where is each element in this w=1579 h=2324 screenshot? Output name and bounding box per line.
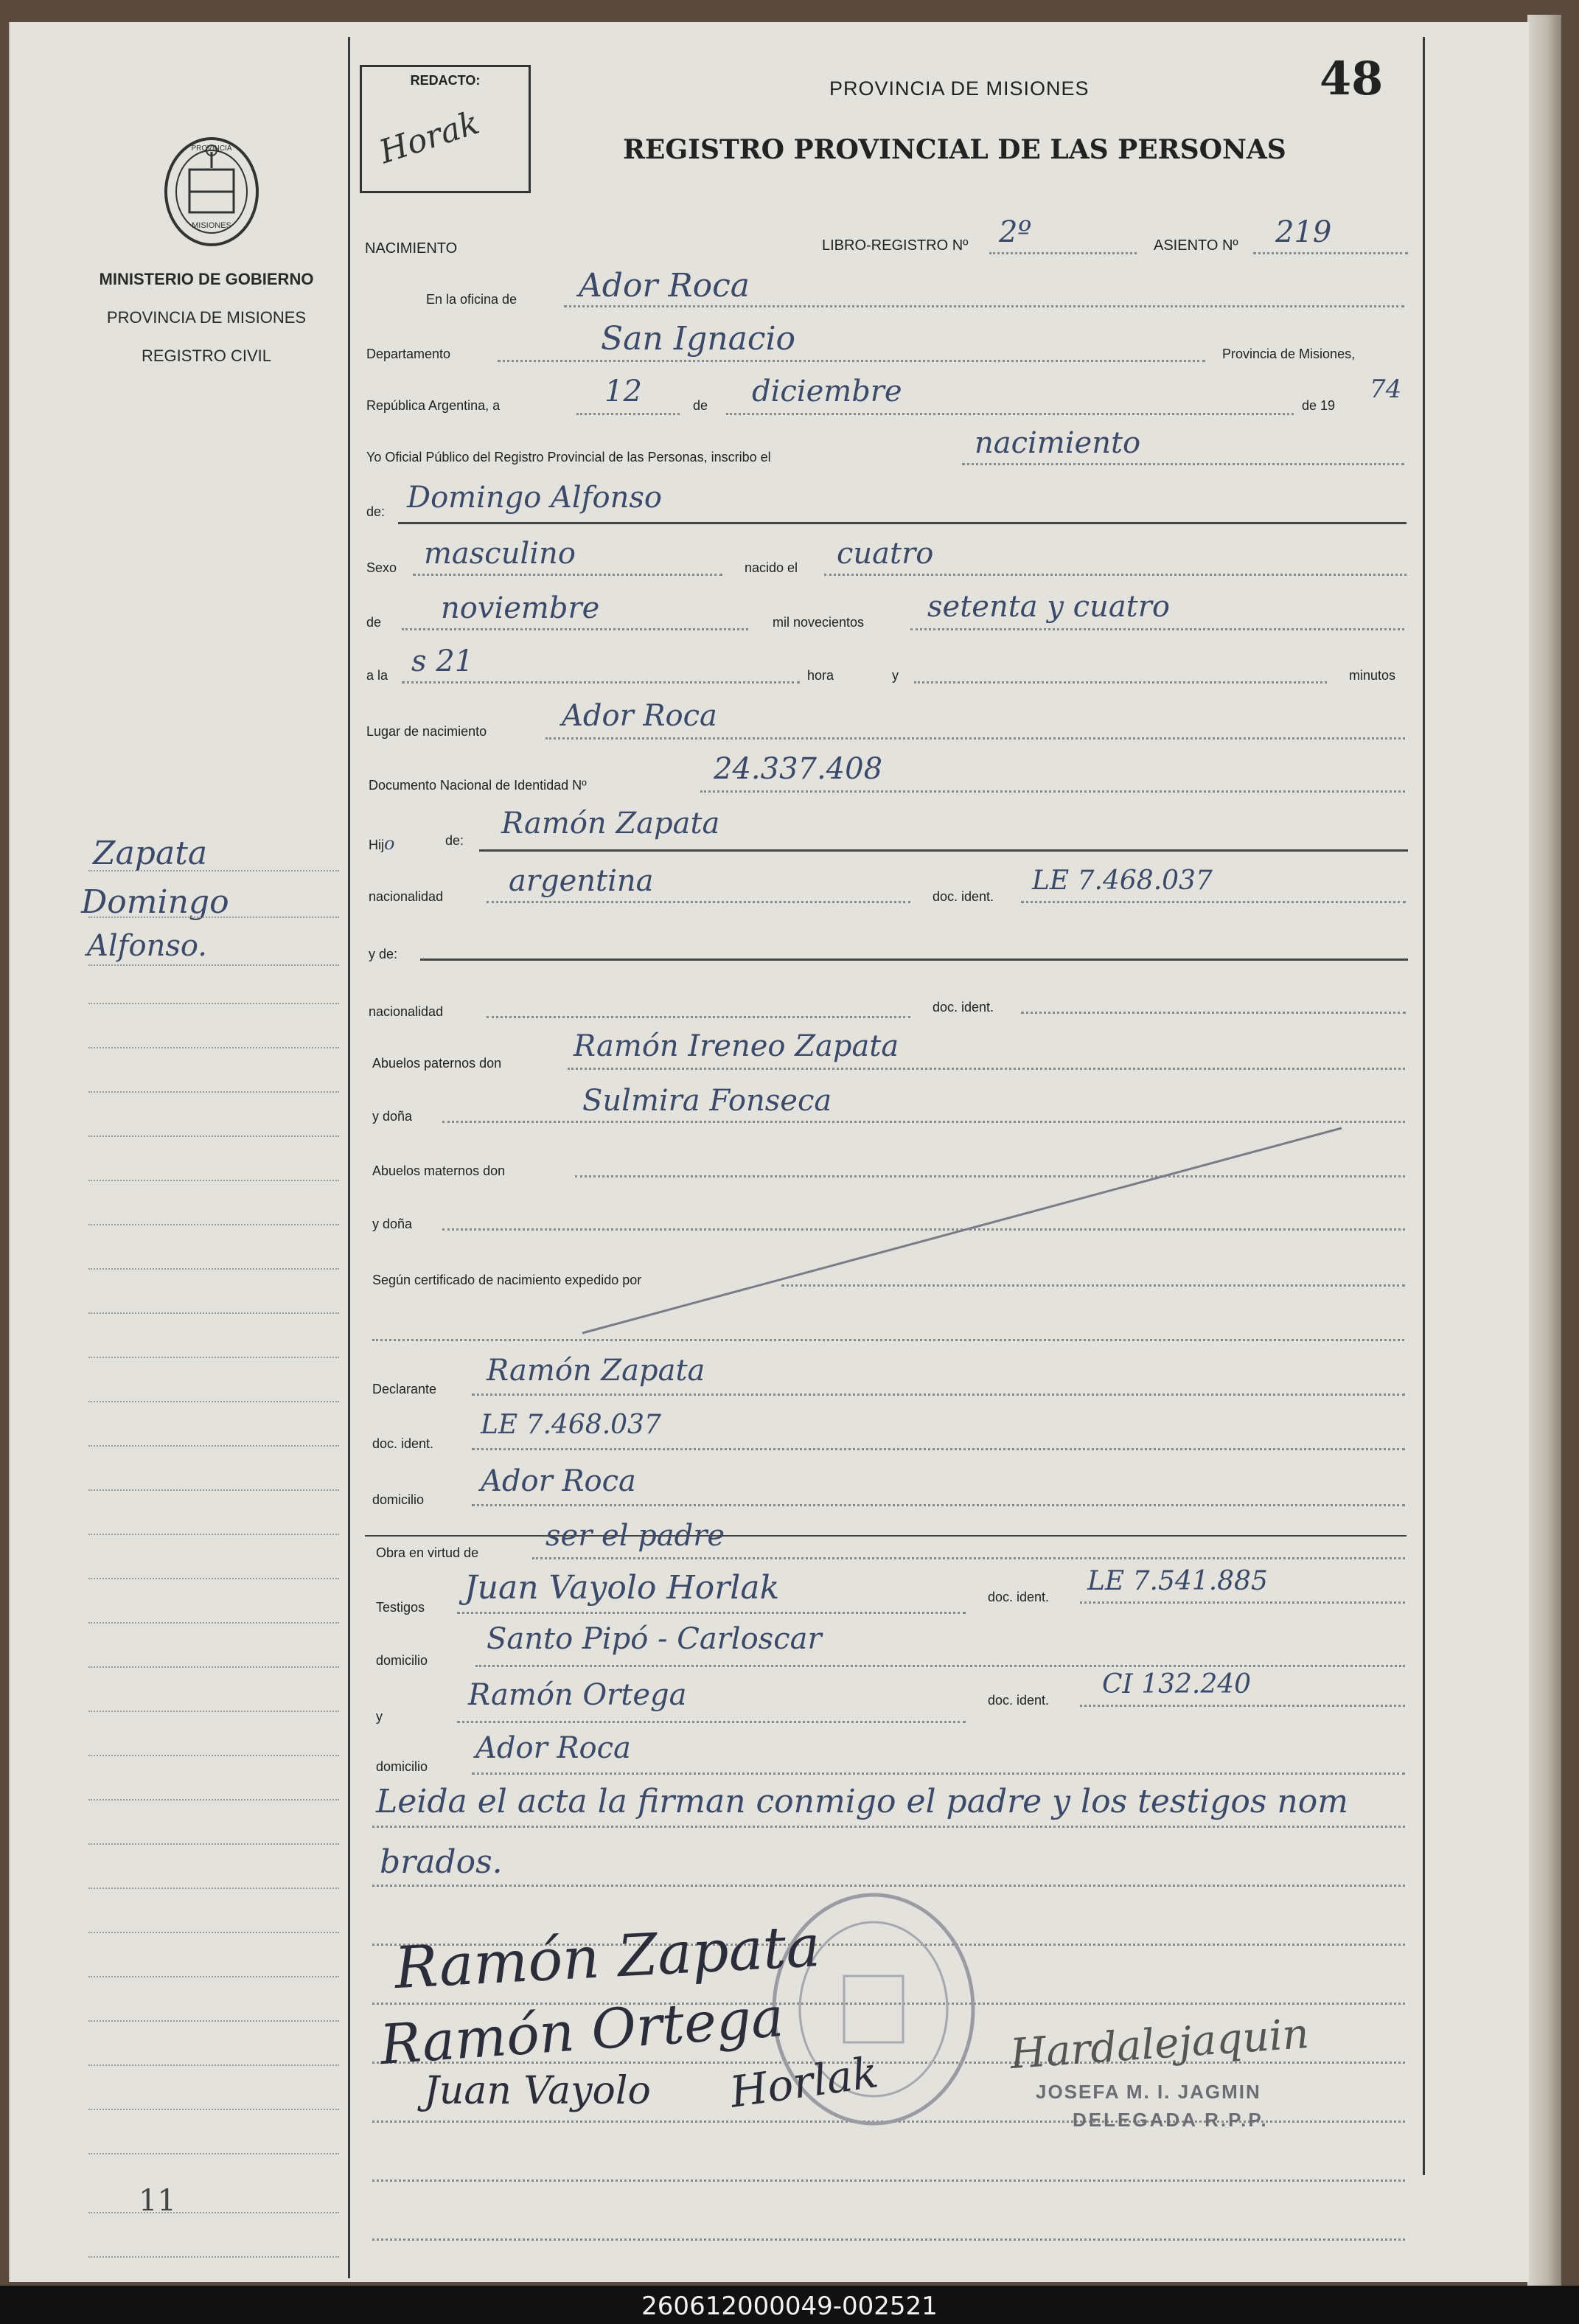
testigo1-line	[457, 1612, 966, 1614]
libro-label: LIBRO-REGISTRO Nº	[822, 237, 969, 254]
anio-nac-value: setenta y cuatro	[927, 590, 1170, 624]
obra-top-rule	[365, 1535, 1407, 1537]
page-number: 48	[1320, 52, 1384, 105]
anio-prefix: de 19	[1302, 398, 1336, 413]
leida-rule-1	[372, 1826, 1405, 1828]
sexo-label: Sexo	[366, 560, 397, 575]
hijo-suffix: o	[384, 833, 395, 854]
oficina-value: Ador Roca	[579, 267, 750, 305]
segun-label: Según certificado de nacimiento expedido por	[372, 1273, 642, 1287]
ministry-label: MINISTERIO DE GOBIERNO	[99, 270, 314, 288]
nacimiento-label: NACIMIENTO	[365, 240, 458, 257]
doc-t1-line	[1080, 1601, 1405, 1604]
redacto-signature: Horak	[374, 103, 484, 172]
dom-t2-value: Ador Roca	[475, 1731, 631, 1765]
doc-t1-value: LE 7.541.885	[1087, 1566, 1268, 1596]
doc-padre-label: doc. ident.	[933, 889, 994, 904]
dom-t1-value: Santo Pipó - Carloscar	[487, 1622, 822, 1656]
header-title: REGISTRO PROVINCIAL DE LAS PERSONAS	[623, 134, 1286, 165]
doc-t2-value: CI 132.240	[1102, 1669, 1252, 1699]
official-name-stamp: JOSEFA M. I. JAGMIN	[1036, 2081, 1261, 2103]
de3-label: de	[366, 615, 382, 630]
asiento-value: 219	[1275, 215, 1332, 249]
margin-note-line-1: Zapata	[93, 835, 208, 872]
provincia-label: Provincia de Misiones,	[1222, 347, 1356, 361]
testigo2-value: Ramón Ortega	[468, 1678, 687, 1712]
doc-t1-label: doc. ident.	[988, 1590, 1050, 1604]
lugar-label: Lugar de nacimiento	[366, 724, 487, 739]
abuelos-pat-label: Abuelos paternos don	[372, 1056, 502, 1071]
hijo-de-label: de:	[445, 833, 464, 848]
sidebar-province: PROVINCIA DE MISIONES	[106, 308, 307, 327]
alas-label: a la	[366, 668, 388, 683]
obra-label: Obra en virtud de	[376, 1545, 479, 1560]
redacto-label: REDACTO:	[410, 73, 481, 88]
testigos-label: Testigos	[376, 1600, 425, 1615]
mes-nac-value: noviembre	[441, 591, 600, 625]
signature-ramon-ortega: Ramón Ortega	[377, 1985, 786, 2078]
abuelos-mat-label: Abuelos maternos don	[372, 1163, 506, 1178]
doc-padre-value: LE 7.468.037	[1032, 866, 1213, 896]
padre-value: Ramón Zapata	[501, 807, 720, 841]
obra-line	[532, 1557, 1405, 1559]
doc-madre-label: doc. ident.	[933, 1000, 994, 1015]
margin-note-line-2: Domingo	[81, 883, 229, 921]
de-label: de	[693, 398, 708, 413]
dni-value: 24.337.408	[714, 752, 883, 786]
dom-t2-label: domicilio	[376, 1759, 428, 1774]
hora-value: s 21	[411, 644, 474, 678]
abuela-pat-value: Sulmira Fonseca	[582, 1084, 832, 1118]
yde-label: y de:	[369, 947, 398, 961]
doc-decl-label: doc. ident.	[372, 1436, 434, 1451]
declarante-label: Declarante	[372, 1382, 437, 1396]
mes-value: diciembre	[752, 375, 902, 408]
republica-label: República Argentina, a	[366, 398, 501, 413]
nacido-label: nacido el	[745, 560, 798, 575]
doc-t2-label: doc. ident.	[988, 1693, 1050, 1708]
nac-padre-value: argentina	[509, 864, 654, 898]
ydona2-label: y doña	[372, 1217, 413, 1231]
seal-text-top: PROVINCIA	[191, 145, 232, 153]
nombre-value: Domingo Alfonso	[407, 481, 662, 515]
abuelo-pat-value: Ramón Ireneo Zapata	[574, 1029, 899, 1063]
domicilio-label: domicilio	[372, 1492, 425, 1507]
domicilio-line	[472, 1504, 1405, 1506]
header-province: PROVINCIA DE MISIONES	[829, 77, 1090, 100]
ydona-label: y doña	[372, 1109, 413, 1124]
doc-t2-line	[1080, 1705, 1405, 1707]
minutos-label: minutos	[1349, 668, 1396, 683]
oficial-value: nacimiento	[975, 426, 1141, 460]
sidebar-bottom-mark: 11	[139, 2184, 176, 2218]
doc-decl-value: LE 7.468.037	[481, 1410, 661, 1440]
hora-label: hora	[807, 668, 834, 683]
mil-label: mil novecientos	[773, 615, 865, 630]
domicilio-value: Ador Roca	[481, 1464, 636, 1498]
nac-madre-label: nacionalidad	[369, 1004, 444, 1019]
official-title-stamp: DELEGADA R.P.P.	[1073, 2109, 1269, 2131]
signature-rule	[372, 2179, 1405, 2182]
leida-rule-2	[372, 1885, 1405, 1887]
dom-t1-label: domicilio	[376, 1653, 428, 1668]
hijo-label-text: Hij	[369, 838, 384, 852]
anio-value: 74	[1370, 375, 1402, 404]
libro-value: 2º	[999, 215, 1032, 249]
official-signature: Hardalejaquin	[1008, 2009, 1311, 2079]
leida-line-2: brados.	[380, 1843, 503, 1881]
image-identifier: 260612000049-002521	[641, 2292, 938, 2321]
dni-label: Documento Nacional de Identidad Nº	[369, 778, 587, 793]
seal-text-bottom: MISIONES	[192, 221, 231, 230]
declarante-line	[472, 1394, 1405, 1396]
margin-note-line-3: Alfonso.	[87, 929, 207, 963]
leida-line-1: Leida el acta la firman conmigo el padre y los testigos nom	[376, 1783, 1348, 1820]
y-label: y	[892, 668, 899, 683]
departamento-label: Departamento	[366, 347, 451, 361]
de2-label: de:	[366, 504, 386, 519]
signature-juan-vayolo: Juan Vayolo	[424, 2069, 651, 2113]
nac-padre-label: nacionalidad	[369, 889, 444, 904]
signature-horlak: Horlak	[727, 2047, 882, 2118]
nacido-value: cuatro	[837, 537, 934, 571]
dia-value: 12	[604, 375, 642, 408]
signature-rule	[372, 2238, 1405, 2241]
testigo2-line	[457, 1721, 966, 1723]
oficina-label: En la oficina de	[426, 292, 517, 307]
obra-value: ser el padre	[545, 1519, 725, 1553]
sidebar-registry: REGISTRO CIVIL	[141, 347, 272, 365]
departamento-value: San Ignacio	[601, 320, 796, 358]
y2-label: y	[376, 1709, 383, 1724]
declarante-value: Ramón Zapata	[487, 1354, 705, 1388]
asiento-label: ASIENTO Nº	[1154, 237, 1238, 254]
sexo-value: masculino	[424, 537, 576, 571]
dom-t2-line	[472, 1772, 1405, 1775]
doc-decl-line	[472, 1448, 1405, 1450]
testigo1-value: Juan Vayolo Horlak	[464, 1569, 780, 1607]
lugar-value: Ador Roca	[562, 699, 717, 733]
signature-ramon-zapata: Ramón Zapata	[393, 1913, 822, 2003]
dom-t1-line	[475, 1665, 1405, 1667]
oficial-label: Yo Oficial Público del Registro Provincial de las Personas, inscribo el	[366, 450, 771, 465]
